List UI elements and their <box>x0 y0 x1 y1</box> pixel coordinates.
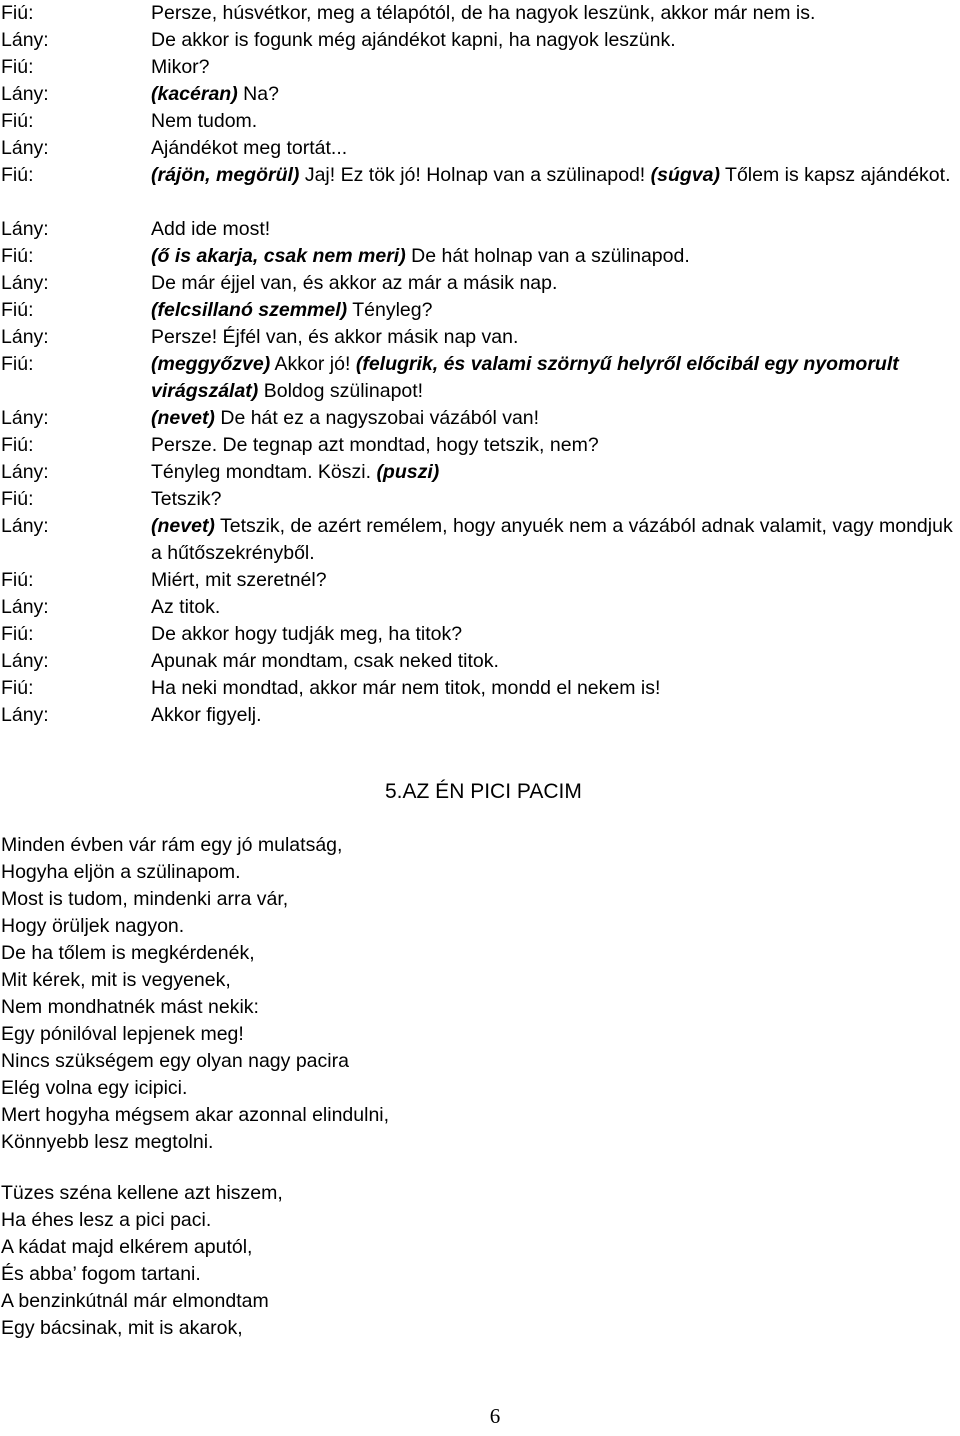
line-text <box>151 702 956 729</box>
speaker-label: Lány: <box>1 515 49 537</box>
speaker-label: Fiú: <box>1 56 34 78</box>
line-text <box>151 162 956 189</box>
speaker-label: Lány: <box>1 326 49 348</box>
line-text <box>151 594 956 621</box>
speaker-label: Lány: <box>1 461 49 483</box>
dialogue-line <box>0 54 960 81</box>
line-text <box>151 81 956 108</box>
spoken-text: Akkor jó! <box>270 353 356 375</box>
stage-direction: (meggyőzve) <box>151 353 271 375</box>
page-number: 6 <box>489 1404 501 1428</box>
lyric-line: Minden évben vár rám egy jó mulatság, <box>1 834 343 856</box>
spoken-text: Az titok. <box>151 596 221 618</box>
dialogue-line <box>0 162 960 216</box>
dialogue-line <box>0 513 960 567</box>
spoken-text: Ha neki mondtad, akkor már nem titok, mondd el nekem is! <box>151 677 661 699</box>
line-text <box>151 621 956 648</box>
spoken-text: Persze! Éjfél van, és akkor másik nap van. <box>151 326 519 348</box>
line-text <box>151 486 956 513</box>
speaker-label: Fiú: <box>1 245 34 267</box>
lyric-line: Egy pónilóval lepjenek meg! <box>1 1023 244 1045</box>
lyric-line: A kádat majd elkérem aputól, <box>1 1236 253 1258</box>
speaker-label: Lány: <box>1 83 49 105</box>
line-text <box>151 243 956 270</box>
speaker-label: Fiú: <box>1 164 34 186</box>
speaker-label: Fiú: <box>1 677 34 699</box>
line-text <box>151 405 956 432</box>
spoken-text: Nem tudom. <box>151 110 258 132</box>
spoken-text: Akkor figyelj. <box>151 704 262 726</box>
speaker-label: Fiú: <box>1 488 34 510</box>
spoken-text: Miért, mit szeretnél? <box>151 569 327 591</box>
lyric-line: Elég volna egy icipici. <box>1 1077 188 1099</box>
stage-direction: (kacéran) <box>151 83 238 105</box>
lyric-line: És abba’ fogom tartani. <box>1 1263 201 1285</box>
line-text <box>151 135 956 162</box>
speaker-label: Lány: <box>1 407 49 429</box>
lyric-line: Könnyebb lesz megtolni. <box>1 1131 214 1153</box>
spoken-text: De hát ez a nagyszobai vázából van! <box>214 407 540 429</box>
line-text <box>151 432 956 459</box>
spoken-text: Tetszik? <box>151 488 222 510</box>
lyric-line: Nem mondhatnék mást nekik: <box>1 996 259 1018</box>
speaker-label: Fiú: <box>1 353 34 375</box>
lyric-line: De ha tőlem is megkérdenék, <box>1 942 255 964</box>
speaker-label: Lány: <box>1 596 49 618</box>
dialogue-line <box>0 567 960 594</box>
speaker-label: Lány: <box>1 29 49 51</box>
lyric-line: Mit kérek, mit is vegyenek, <box>1 969 231 991</box>
dialogue-line <box>0 351 960 405</box>
spoken-text: De hát holnap van a szülinapod. <box>405 245 690 267</box>
line-text <box>151 648 956 675</box>
stage-direction: (nevet) <box>151 515 215 537</box>
spoken-text: De akkor hogy tudják meg, ha titok? <box>151 623 463 645</box>
line-text <box>151 459 956 486</box>
speaker-label: Lány: <box>1 272 49 294</box>
lyric-line: A benzinkútnál már elmondtam <box>1 1290 269 1312</box>
line-text <box>151 675 956 702</box>
line-text <box>151 324 956 351</box>
dialogue-line <box>0 324 960 351</box>
spoken-text: Tényleg mondtam. Köszi. <box>151 461 377 483</box>
line-text <box>151 54 956 81</box>
dialogue-line <box>0 486 960 513</box>
speaker-label: Lány: <box>1 218 49 240</box>
stage-direction: (rájön, megörül) <box>151 164 300 186</box>
speaker-label: Fiú: <box>1 569 34 591</box>
spoken-text: De már éjjel van, és akkor az már a másik nap. <box>151 272 558 294</box>
stage-direction: (felcsillanó szemmel) <box>151 299 348 321</box>
dialogue-line <box>0 27 960 54</box>
line-text <box>151 351 956 405</box>
lyric-line: Hogyha eljön a szülinapom. <box>1 861 241 883</box>
dialogue-line <box>0 621 960 648</box>
speaker-label: Lány: <box>1 704 49 726</box>
dialogue-line <box>0 459 960 486</box>
lyric-line: Mert hogyha mégsem akar azonnal elindulni, <box>1 1104 390 1126</box>
spoken-text: Boldog szülinapot! <box>258 380 424 402</box>
speaker-label: Lány: <box>1 650 49 672</box>
spoken-text: De akkor is fogunk még ajándékot kapni, ha nagyok leszünk. <box>151 29 676 51</box>
stage-direction: (súgva) <box>650 164 720 186</box>
speaker-label: Fiú: <box>1 299 34 321</box>
stage-direction: (puszi) <box>376 461 440 483</box>
spoken-text: Tényleg? <box>347 299 433 321</box>
lyric-line: Hogy örüljek nagyon. <box>1 915 185 937</box>
dialogue-line <box>0 108 960 135</box>
song-verse-1 <box>1 832 389 1156</box>
dialogue-line <box>0 297 960 324</box>
speaker-label: Lány: <box>1 137 49 159</box>
dialogue-line <box>0 270 960 297</box>
spoken-text: Apunak már mondtam, csak neked titok. <box>151 650 499 672</box>
song-title: 5.AZ ÉN PICI PACIM <box>385 780 582 803</box>
dialogue-line <box>0 702 960 729</box>
spoken-text: Persze, húsvétkor, meg a télapótól, de ha nagyok leszünk, akkor már nem is. <box>151 2 816 24</box>
dialogue-line <box>0 216 960 243</box>
speaker-label: Fiú: <box>1 434 34 456</box>
spoken-text: Persze. De tegnap azt mondtad, hogy tetszik, nem? <box>151 434 599 456</box>
spoken-text: Mikor? <box>151 56 210 78</box>
spoken-text: Na? <box>237 83 279 105</box>
stage-direction: (nevet) <box>151 407 215 429</box>
spoken-text: Tetszik, de azért remélem, hogy anyuék nem a vázából adnak valamit, vagy mondjuk a hűtőszekrényből. <box>151 515 953 564</box>
line-text <box>151 297 956 324</box>
dialogue-line <box>0 135 960 162</box>
dialogue-line <box>0 0 960 27</box>
lyric-line: Nincs szükségem egy olyan nagy pacira <box>1 1050 349 1072</box>
line-text <box>151 0 956 27</box>
lyric-line: Most is tudom, mindenki arra vár, <box>1 888 289 910</box>
stage-direction: (ő is akarja, csak nem meri) <box>151 245 406 267</box>
line-text <box>151 270 956 297</box>
dialogue-line <box>0 648 960 675</box>
speaker-label: Fiú: <box>1 110 34 132</box>
speaker-label: Fiú: <box>1 623 34 645</box>
spoken-text: Add ide most! <box>151 218 271 240</box>
dialogue-line <box>0 432 960 459</box>
stage-direction: (felugrik, és valami szörnyű helyről előcibál egy nyomorult virágszálat) <box>151 353 899 402</box>
line-text <box>151 513 956 567</box>
dialogue-line <box>0 594 960 621</box>
spoken-text: Jaj! Ez tök jó! Holnap van a szülinapod! <box>299 164 651 186</box>
lyric-line: Egy bácsinak, mit is akarok, <box>1 1317 243 1339</box>
spoken-text: Ajándékot meg tortát... <box>151 137 348 159</box>
dialogue-line <box>0 243 960 270</box>
spoken-text: Tőlem is kapsz ajándékot. <box>719 164 951 186</box>
dialogue-line <box>0 81 960 108</box>
speaker-label: Fiú: <box>1 2 34 24</box>
line-text <box>151 567 956 594</box>
dialogue-line <box>0 405 960 432</box>
lyric-line: Tüzes széna kellene azt hiszem, <box>1 1182 283 1204</box>
line-text <box>151 108 956 135</box>
lyric-line: Ha éhes lesz a pici paci. <box>1 1209 212 1231</box>
line-text <box>151 27 956 54</box>
line-text <box>151 216 956 243</box>
dialogue-line <box>0 675 960 702</box>
song-verse-2 <box>1 1180 283 1342</box>
